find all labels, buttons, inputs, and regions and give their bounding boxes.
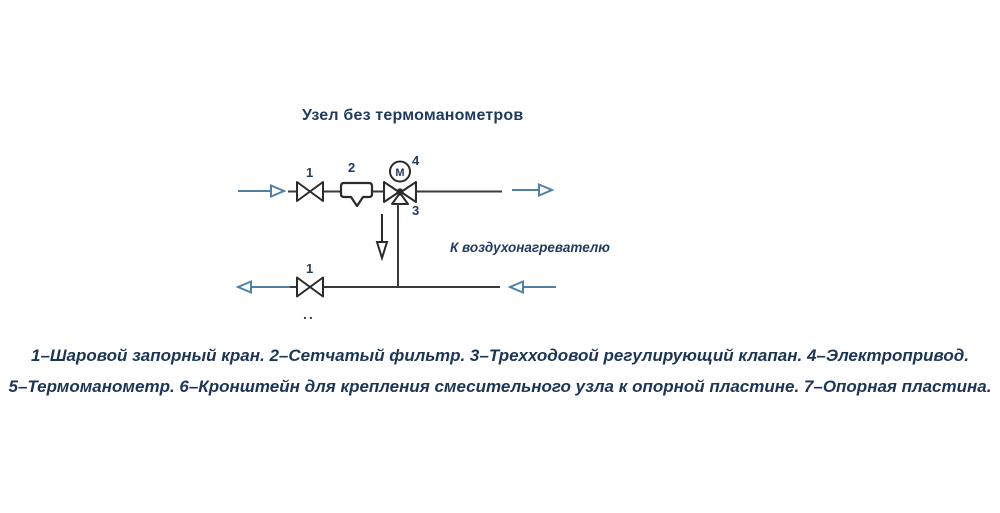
legend-line-1: 1–Шаровой запорный кран. 2–Сетчатый фильтр. 3–Трехходовой регулирующий клапан. 4–Электропривод. [30, 346, 969, 365]
flow-arrow-in-top-icon [238, 186, 284, 197]
ball-valve-top-icon [297, 182, 323, 201]
flow-arrow-in-bottom-icon [510, 282, 556, 293]
label-ball-valve-top: 1 [306, 165, 314, 180]
flow-arrow-down-icon [377, 214, 387, 258]
flow-arrow-out-top-icon [512, 185, 552, 196]
label-ball-valve-bottom: 1 [306, 261, 314, 276]
flow-arrow-out-bottom-icon [238, 282, 290, 293]
stray-mark: .. [303, 306, 315, 322]
electric-actuator-icon [390, 162, 410, 182]
motor-letter: M [395, 167, 405, 179]
ball-valve-bottom-icon [297, 278, 323, 297]
legend-line-2: 5–Термоманометр. 6–Кронштейн для крепления смесительного узла к опорной пластине. 7–Опорная пластина. [8, 377, 992, 396]
three-way-valve-icon [384, 182, 416, 204]
strainer-icon [341, 183, 372, 206]
air-heater-annotation: К воздухонагревателю [450, 240, 610, 255]
label-strainer: 2 [348, 160, 356, 175]
label-three-way-valve: 3 [412, 203, 420, 218]
label-actuator: 4 [412, 153, 420, 168]
diagram-title: Узел без термоманометров [302, 107, 524, 124]
